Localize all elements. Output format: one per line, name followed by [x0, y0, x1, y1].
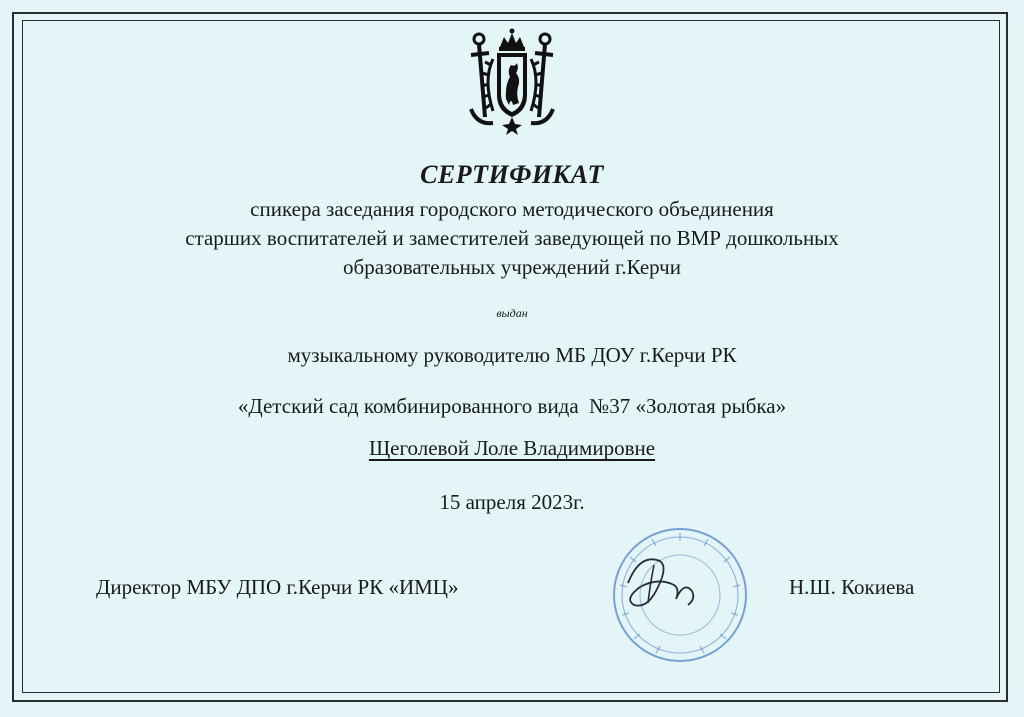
recipient-name: Щеголевой Лоле Владимировне	[368, 436, 656, 460]
certificate-title: СЕРТИФИКАТ	[420, 160, 604, 189]
issued-label: выдан	[496, 306, 528, 320]
subtitle-line-3: образовательных учреждений г.Керчи	[343, 255, 681, 279]
issue-date: 15 апреля 2023г.	[439, 490, 585, 514]
round-stamp-icon	[588, 525, 748, 665]
subtitle-line-1: спикера заседания городского методического объединения	[250, 197, 774, 221]
kerch-coat-of-arms-icon	[463, 25, 561, 135]
signer-name: Н.Ш. Кокиева	[789, 575, 915, 599]
subtitle-line-2: старших воспитателей и заместителей заведующей по ВМР дошкольных	[185, 226, 839, 250]
handwritten-signature-icon	[628, 559, 693, 605]
recipient-institution: «Детский сад комбинированного вида №37 «Золотая рыбка»	[237, 394, 787, 418]
recipient-name-row	[0, 436, 1024, 461]
recipient-position: музыкальному руководителю МБ ДОУ г.Керчи РК	[287, 343, 737, 367]
director-title: Директор МБУ ДПО г.Керчи РК «ИМЦ»	[96, 575, 459, 599]
